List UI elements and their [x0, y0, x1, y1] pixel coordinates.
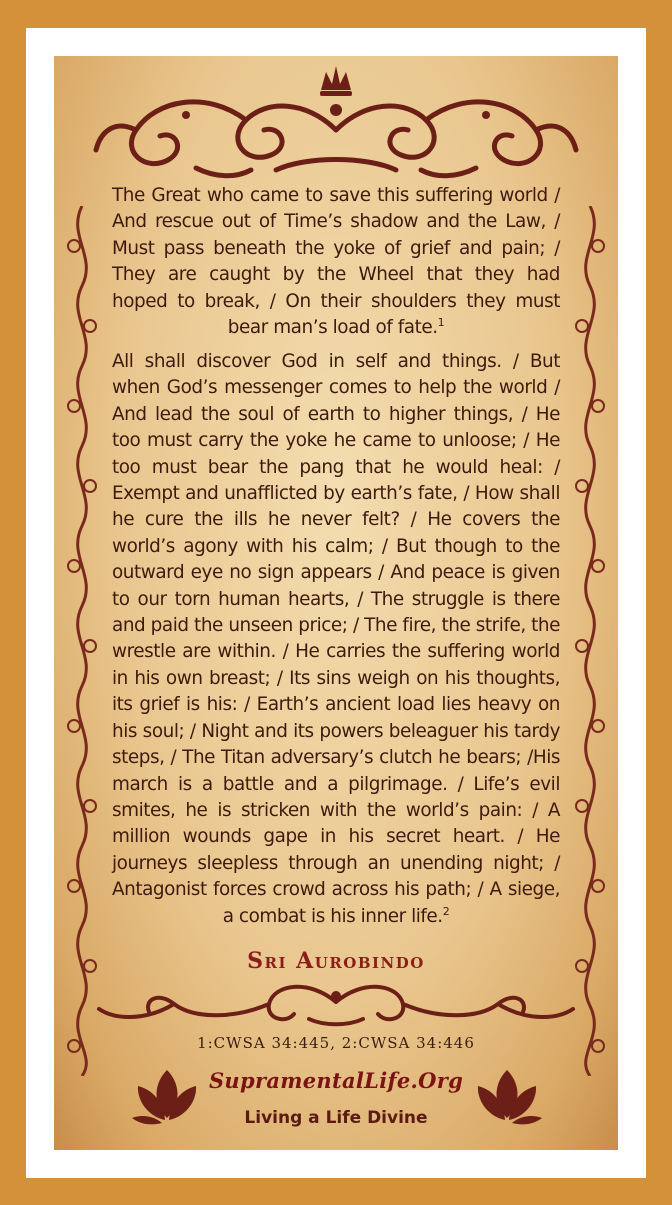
citations: 1:CWSA 34:445, 2:CWSA 34:446	[197, 1034, 475, 1052]
top-scroll-ornament-icon	[76, 60, 596, 190]
author-name: Sri Aurobindo	[247, 948, 425, 974]
footnote-1: 1	[437, 315, 445, 329]
quote-2	[112, 349, 560, 930]
site-name: SupramentalLife.Org	[208, 1068, 464, 1093]
tagline: Living a Life Divine	[244, 1108, 428, 1128]
footnote-2: 2	[442, 904, 450, 918]
parchment-card	[54, 56, 618, 1150]
bottom-scroll-ornament-icon	[94, 974, 578, 1030]
quote-1	[112, 183, 560, 341]
left-vine-ornament-icon	[62, 206, 102, 1076]
quote-2-text: All shall discover God in self and things. / But when God’s messenger comes to help the world / And lead the soul of earth to higher things, / He too must carry the yoke he came to unloose; / He too must bear the pang that he would heal: / Exempt and unafflicted by earth’s fate, / How shall he cure the ills he never felt? / He covers the world’s agony with his calm; / But though to the outward eye no sign appears / And peace is given to our torn human hearts, / The struggle is there and paid the unseen price; / The fire, the strife, the wrestle are within. / He carries the suffering world in his own breast; / Its sins weigh on his thoughts, its grief is his: / Earth’s ancient load lies heavy on his soul; / Night and its powers beleaguer his tardy steps, / The Titan adversary’s clutch he bears; /His march is a battle and a pilgrimage. / Life’s evil smites, he is stricken with the world’s pain: / A million wounds gape in his secret heart. / He journeys sleepless through an unending night; / Antagonist forces crowd across his path; / A siege, a combat is his inner life.	[112, 351, 560, 927]
quote-1-text: The Great who came to save this suffering world / And rescue out of Time’s shadow and the Law, / Must pass beneath the yoke of grief and pain; / They are caught by the Wheel that they had hoped to break, / On their shoulders they must bear man’s load of fate.	[112, 185, 560, 339]
right-vine-ornament-icon	[570, 206, 610, 1076]
